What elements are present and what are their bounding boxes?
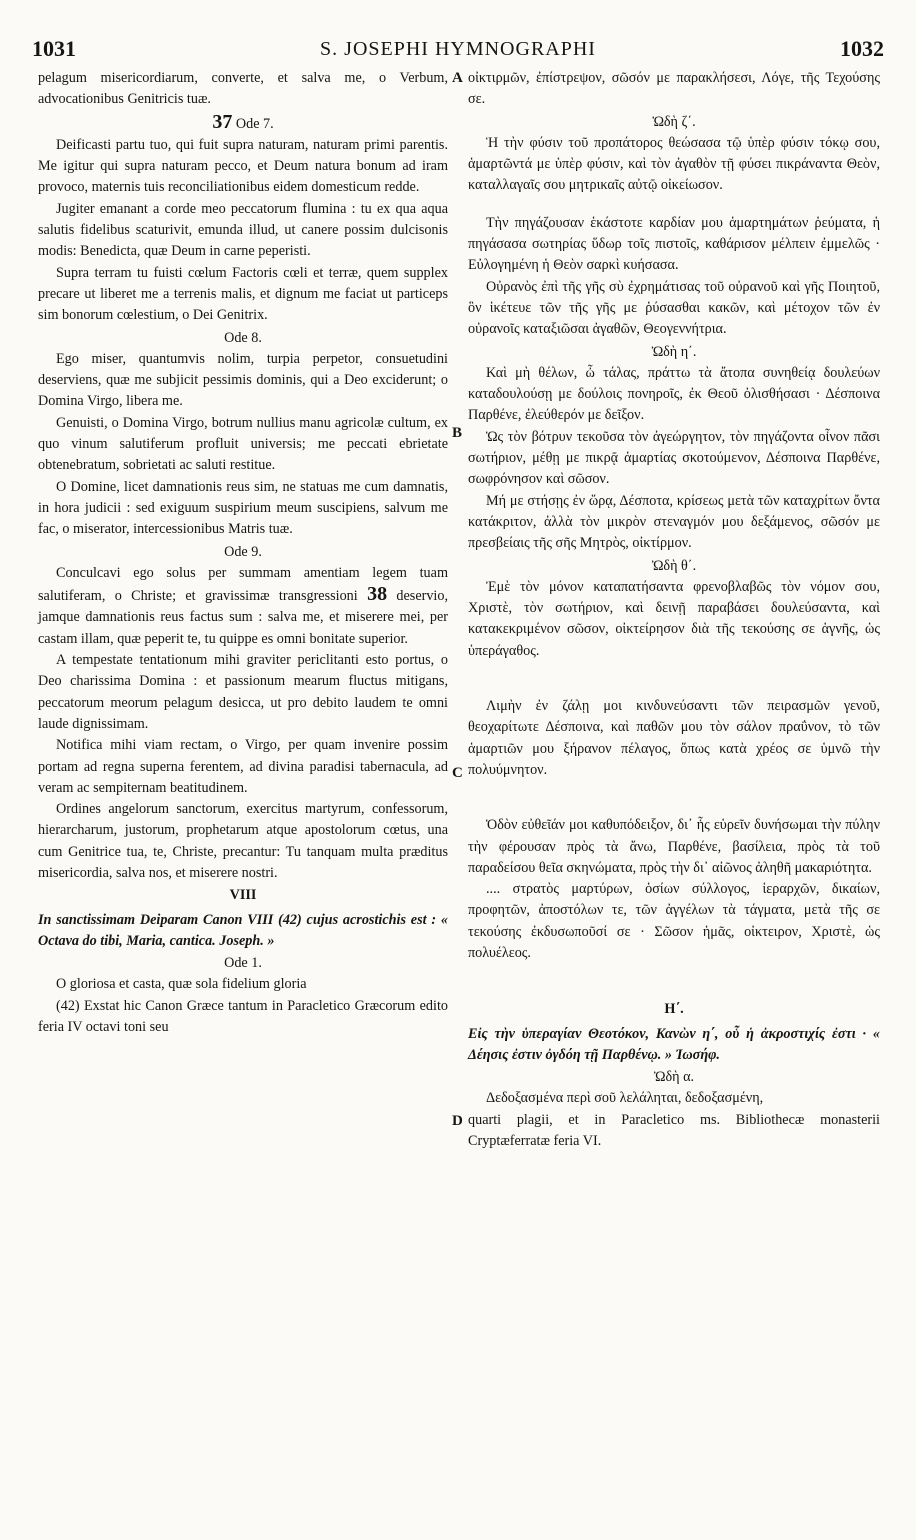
page-header bbox=[32, 36, 884, 66]
greek-paragraph: Ὡς τὸν βότρυν τεκοῦσα τὸν ἀγεώργητον, τὸν πηγάζοντα οἶνον πᾶσι σωτήριον, μέθῃ με πικρᾷ ἁμαρτίας σκοτούμενον, Δέσποινα Παρθένε, σωφρόνησον καὶ σῶσον. bbox=[468, 428, 880, 488]
greek-paragraph: Ὁδὸν εὐθεῖάν μοι καθυπόδειξον, δι᾿ ἧς εὑρεῖν δυνήσωμαι τὴν πύλην τὴν φέρουσαν πρὸς τὰ ἄνω, Παρθένε, βασίλεια, πρὸς τὰ τοῦ παραδείσου θεῖα σκηνώματα, πρὸς τὴν δι᾿ αἰῶνος ἀληθῆ μακαριότητα. bbox=[468, 817, 880, 876]
ode-heading: 37 Ode 7. bbox=[212, 110, 274, 133]
right-page-number: 1032 bbox=[840, 36, 884, 61]
latin-paragraph: Ego miser, quantumvis nolim, turpia perpetor, consuetudini deserviens, quæ me subjicit pessimis dominis, qui a Deo exciderunt; o Domina Virgo, libera me. bbox=[38, 350, 448, 410]
greek-paragraph: Καὶ μὴ θέλων, ὦ τάλας, πράττω τὰ ἄτοπα συνηθείᾳ δουλεύων καταδουλούσῃ με δούλοις πονηροῖς, ἐκ Θεοῦ ὀλισθήσασι · Δέσποινα Παρθένε, ἐλεύθερόν με δεῖξον. bbox=[468, 364, 880, 424]
greek-paragraph: .... στρατὸς μαρτύρων, ὁσίων σύλλογος, ἱεραρχῶν, δικαίων, προφητῶν, ἀποστόλων τε, τῶν ἀγγέλων τὰ τάγματα, μετὰ τῆς σε τεκούσης ἐκδυσωποῦσί σε · Σῶσον ἡμᾶς, οἰκτειρον, Χριστὲ, ὡς πολυέλεος. bbox=[468, 881, 880, 961]
running-head: S. JOSEPHI HYMNOGRAPHI bbox=[320, 38, 596, 60]
latin-paragraph: A tempestate tentationum mihi graviter periclitanti esto portus, o Deo charissima Domina : et passionum mearum fluctus mitigans, peccatorum meorum pelagum desicca, ut pro debito laudem te omni laude dignissimam. bbox=[38, 652, 448, 732]
greek-paragraph: Ἡ τὴν φύσιν τοῦ προπάτορος θεώσασα τῷ ὑπὲρ φύσιν τόκῳ σου, ἁμαρτῶντά με ὑπὲρ φύσιν, καὶ τὸν ἀγαθὸν τῇ φύσει πικράναντα Θεὸν, καταλλαγαῖς σου μητρικαῖς αὐτῷ οἰκείωσον. bbox=[468, 134, 880, 194]
latin-paragraph: Ordines angelorum sanctorum, exercitus martyrum, confessorum, hierarcharum, justorum, prophetarum atque apostolorum cœtus, una cum Genitrice tua, te, Christe, precantur: Tu tanquam multa præditus misericordia, salva nos, et miserere nostri. bbox=[38, 801, 448, 881]
latin-paragraph: pelagum misericordiarum, converte, et salva me, o Verbum, advocationibus Genitricis tuæ. bbox=[38, 70, 448, 108]
greek-paragraph: Οὐρανὸς ἐπὶ τῆς γῆς σὺ ἐχρημάτισας τοῦ οὐρανοῦ καὶ γῆς Ποιητοῦ, ὃν ἱκέτευε τῶν τῆς γῆς με ῥύσασθαι κακῶν, καὶ μέτοχον τῶν ἐν οὐρανοῖς καταξιῶσαι ἀγαθῶν, Θεογεννήτρια. bbox=[468, 278, 880, 338]
column-number: 37 bbox=[212, 110, 233, 133]
margin-marker-b: B bbox=[452, 425, 463, 441]
latin-paragraph: O Domine, licet damnationis reus sim, ne statuas me cum damnatis, in hora judicii : sed exiguum suspirium meum suscipiens, salvum me fac, o miserator, intercessionibus Matris tuæ. bbox=[38, 478, 448, 538]
canon-title: In sanctissimam Deiparam Canon VIII (42) cujus acrostichis est : « Octava do tibi, Maria, cantica. Joseph. » bbox=[38, 911, 448, 949]
greek-column bbox=[468, 68, 880, 1152]
latin-paragraph: Supra terram tu fuisti cœlum Factoris cœli et terræ, quem supplex precare ut liberet me a terrenis malis, et dignum me faciat ut particeps sim bonorum cœlestium, o Dei Genitrix. bbox=[38, 264, 448, 324]
ode-heading: Ode 9. bbox=[224, 543, 262, 560]
greek-paragraph: Μή με στήσῃς ἐν ὥρᾳ, Δέσποτα, κρίσεως μετὰ τῶν καταχρίτων ὄντα κατάκριτον, ἀλλὰ τὸν μικρὸν στεναγμόν μου δεξάμενος, σῶσόν με πρεσβείαις τῆς σῆς Μητρὸς, οἰκτίρμον. bbox=[468, 492, 880, 552]
column-number: 38 bbox=[367, 583, 388, 606]
latin-paragraph: Jugiter emanant a corde meo peccatorum flumina : tu ex qua aqua salutis fidelibus scaturivit, emunda illud, ut canere possim dulcisonis modis: Benedicta, quæ Deum in carne peperisti. bbox=[38, 200, 448, 260]
margin-marker-c: C bbox=[452, 765, 463, 781]
greek-paragraph: Ἐμὲ τὸν μόνον καταπατήσαντα φρενοβλαβῶς τὸν νόμον σου, Χριστὲ, τὸν σωτήριον, καὶ δεινῇ παραβάσει δουλεύσαντα, καὶ κατακεκριμένον σῶσον, οἰκτείρησον διὰ τῆς τεκούσης σε ἁγνῆς, ὡς ὑπεράγαθος. bbox=[468, 578, 880, 659]
latin-column bbox=[38, 68, 448, 1038]
ode-heading: Ὠδὴ α. bbox=[653, 1069, 695, 1086]
margin-marker-d: D bbox=[452, 1113, 463, 1129]
greek-paragraph: Δεδοξασμένα περὶ σοῦ λελάληται, δεδοξασμένη, bbox=[486, 1090, 764, 1107]
ode-heading: Ὠδὴ η΄. bbox=[651, 343, 697, 360]
ode-heading: Ode 8. bbox=[224, 329, 262, 346]
ode-heading: Ὠδὴ θ΄. bbox=[651, 557, 697, 574]
greek-paragraph: οἰκτιρμῶν, ἐπίστρεψον, σῶσόν με παρακλήσεσι, Λόγε, τῆς Τεχούσης σε. bbox=[468, 70, 880, 108]
latin-paragraph: Notifica mihi viam rectam, o Virgo, per quam invenire possim portam ad regna superna ferentem, ad divina paradisi tabernacula, ad veram ac sempiternam beatitudinem. bbox=[38, 737, 448, 796]
margin-marker-a: A bbox=[452, 70, 463, 86]
latin-paragraph: Conculcavi ego solus per summam amentiam legem tuam salutiferam, o Christe; et gravissimæ transgressioni 38 deservio, jamque damnationis reus factus sum : salva me, et miserere mei, per castam illam, quæ peperit te, tu quippe es omni bonitate superior. bbox=[38, 564, 449, 647]
canon-number: Η΄. bbox=[664, 1001, 684, 1018]
canon-number: VIII bbox=[229, 887, 257, 904]
ode-heading: Ὠδὴ ζ΄. bbox=[652, 113, 696, 130]
latin-paragraph: O gloriosa et casta, quæ sola fidelium gloria bbox=[56, 976, 307, 993]
left-page-number: 1031 bbox=[32, 36, 76, 61]
greek-paragraph: Τὴν πηγάζουσαν ἑκάστοτε καρδίαν μου ἁμαρτημάτων ῥεύματα, ἡ πηγάσασα σωτηρίας ὕδωρ τοῖς πιστοῖς, καθάρισον μέλπειν ἐμμελῶς · Εὐλογημένη ἡ Θεὸν σαρκὶ κυήσασα. bbox=[468, 214, 880, 274]
ode-heading: Ode 1. bbox=[224, 955, 262, 972]
latin-paragraph: Deificasti partu tuo, qui fuit supra naturam, naturam primi parentis. Me igitur qui supra naturam pecco, et Deum natura bonum ad iram provoco, maternis tuis reconciliationibus eidem domesticum redde. bbox=[38, 136, 448, 196]
footnote: (42) Exstat hic Canon Græce tantum in Paracletico Græcorum edito feria IV octavi toni seu bbox=[38, 997, 448, 1036]
footnote: quarti plagii, et in Paracletico ms. Bibliothecæ monasterii Cryptæferratæ feria VI. bbox=[468, 1111, 880, 1150]
latin-paragraph: Genuisti, o Domina Virgo, botrum nullius manu agricolæ cultum, ex quo vinum salutiferum profluit universis; me peccati ebrietate obtenebratum, sobrietati ac saluti restitue. bbox=[38, 414, 448, 474]
greek-paragraph: Λιμὴν ἐν ζάλῃ μοι κινδυνεύσαντι τῶν πειρασμῶν γενοῦ, θεοχαρίτωτε Δέσποινα, καὶ παθῶν μου τὸν σάλον πραΰνον, τὸ τῶν ἁμαρτιῶν μου ξήρανον πέλαγος, ὅπως κατὰ χρέος σε ὑμνῶ τὴν πολυύμνητον. bbox=[468, 698, 880, 778]
canon-title: Εἰς τὴν ὑπεραγίαν Θεοτόκον, Κανὼν η΄, οὗ ἡ ἀκροστιχίς ἐστι · « Δέησις ἐστιν ὀγδόη τῇ Παρθένῳ. » Ἰωσήφ. bbox=[468, 1025, 880, 1063]
